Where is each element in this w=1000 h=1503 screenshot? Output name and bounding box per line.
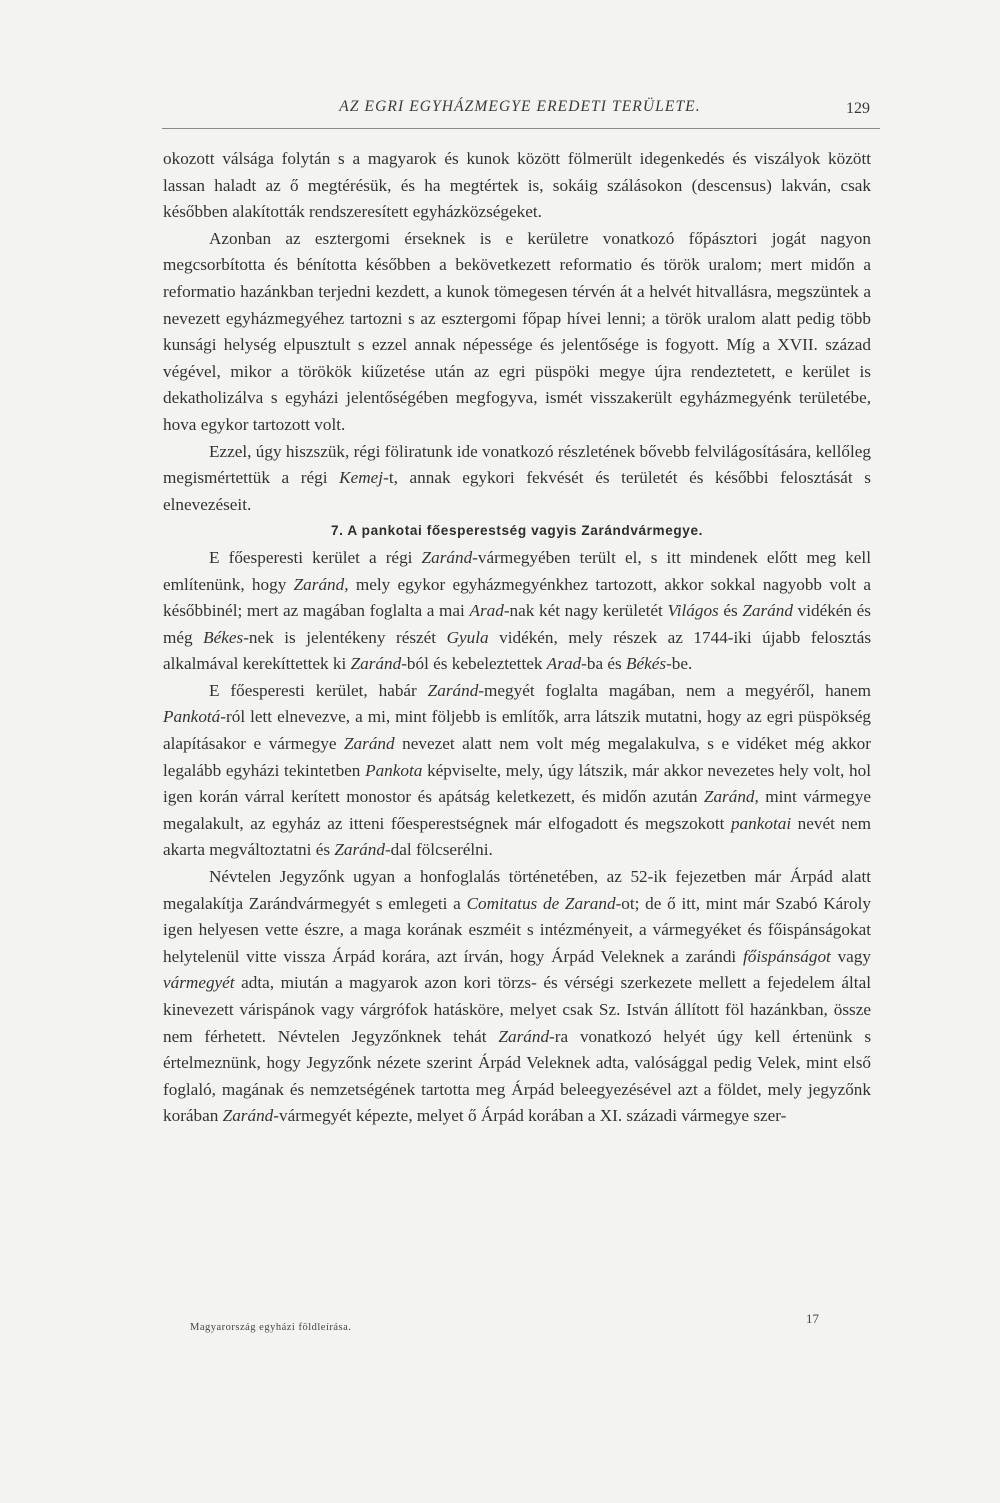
paragraph: okozott válsága folytán s a magyarok és kunok között fölmerült idegenkedés és viszályok között lassan haladt az ő megtérésük, és ha megtértek is, sokáig szálásokon (descensus) lakván, csak későbben alakították rendszeresített egyházközségeket. xyxy=(163,149,871,222)
footer-note: Magyarország egyházi földleírása. xyxy=(190,1322,352,1333)
italic-term: Pankota xyxy=(365,760,423,780)
italic-term: Comitatus de Zarand xyxy=(466,893,616,913)
italic-term: Zaránd xyxy=(334,840,385,860)
paragraph: Névtelen Jegyzőnk ugyan a honfoglalás történetében, az 52-ik fejezetben már Árpád alatt megalakítja Zarándvármegyét s emlegeti a Comitatus de Zarand-ot; de ő itt, mint már Szabó Károly igen helyesen vette észre, a maga korának eszméit s intézményeit, a vármegyéket és főispánságokat helytelenül vitte vissza Árpád korára, azt írván, hogy Árpád Veleknek a zarándi főispánságot vagy vármegyét adta, miután a magyarok azon kori törzs- és vérségi szerkezete mellett a fejedelem által kinevezett várispánok vagy várgrófok hatásköre, melyet csak Sz. István állított föl hazánkban, össze nem férhetett. Névtelen Jegyzőnknek tehát Zaránd-ra vonatkozó helyét úgy kell értenünk s értelmeznünk, hogy Jegyzőnk nézete szerint Árpád Veleknek adta, valósággal pedig Velek, mint első foglaló, magának és nemzetségének tartotta meg Árpád beleegyezésével azt a földet, mely jegyzőnk korában Zaránd-vármegyét képezte, melyet ő Árpád korában a XI. századi vármegye szer- xyxy=(163,867,872,1126)
running-head: AZ EGRI EGYHÁZMEGYE EREDETI TERÜLETE. xyxy=(339,98,701,115)
page-number: 129 xyxy=(846,100,870,117)
italic-term: Kemej xyxy=(339,468,384,488)
italic-term: pankotai xyxy=(730,813,792,833)
italic-term: Gyula xyxy=(446,627,489,647)
paragraph: E főesperesti kerület a régi Zaránd-vármegyében terült el, s itt mindenek előtt meg kell említenünk, hogy Zaránd, mely egykor egyházmegyénkhez tartozott, akkor sokkal nagyobb volt a későbbinél; mert az magában foglalta a mai Arad-nak két nagy kerületét Világos és Zaránd vidékén és még Békes-nek is jelentékeny részét Gyula vidékén, mely részek az 1744-iki újabb felosztás alkalmával kerekíttettek ki Zaránd-ból és kebeleztettek Arad-ba és Békés-be. xyxy=(163,547,872,674)
paragraph: Ezzel, úgy hiszszük, régi föliratunk ide vonatkozó részletének bővebb felvilágosítására, kellőleg megismértettük a régi Kemej-t, annak egykori fekvését és területét és későbbi felosztását s elnevezéseit. xyxy=(163,441,871,514)
italic-term: vármegyét xyxy=(163,973,235,993)
italic-term: Zaránd xyxy=(421,547,473,567)
italic-term: Zaránd xyxy=(222,1106,274,1126)
italic-term: Zaránd xyxy=(427,680,479,700)
italic-term: Világos xyxy=(667,601,719,621)
italic-term: Arad xyxy=(469,601,504,621)
header-rule xyxy=(162,128,880,129)
paragraph: E főesperesti kerület, habár Zaránd-megyét foglalta magában, nem a megyéről, hanem Pankotá-ról lett elnevezve, a mi, mint följebb is említők, arra látszik mutatni, hogy az egri püspökség alapításakor e vármegye Zaránd nevezet alatt nem volt még megalakulva, s e vidéket még akkor legalább egyházi tekintetben Pankota képviselte, mely, úgy látszik, már akkor nevezetes hely volt, hol igen korán várral kerített monostor és apátság keletkezett, és midőn azután Zaránd, mint vármegye megalakult, az egyház az itteni főesperestségnek már elfogadott és megszokott pankotai nevét nem akarta megváltoztatni és Zaránd-dal fölcserélni. xyxy=(163,680,872,860)
italic-term: Zaránd, xyxy=(703,787,759,807)
page-header xyxy=(160,98,880,126)
paragraph: Azonban az esztergomi érseknek is e kerületre vonatkozó főpásztori jogát nagyon megcsorbította és bénította későbben a bekövetkezett reformatio és török uralom; mert midőn a reformatio hazánkban terjedni kezdett, a kunok tömegesen térvén át a helvét hitvallásra, megszüntek a nevezett egyházmegyéhez tartozni s az esztergomi főpap hívei lenni; a török uralom alatt pedig több kunsági helység elpusztult s ezzel annak népessége és jelentősége is fogyott. Míg a XVII. század végével, mikor a törökök kiűzetése után az egri püspöki megye újra rendeztetett, e kerület is dekatholizálva s egyházi jelentőségében megfogyva, ismét visszakerült egyházmegyénk területébe, hova egykor tartozott volt. xyxy=(163,228,871,434)
italic-term: Zaránd xyxy=(343,734,395,754)
italic-term: Zaránd xyxy=(498,1026,550,1046)
section-heading: 7. A pankotai főesperestség vagyis Zarándvármegye. xyxy=(330,523,703,539)
signature-mark: 17 xyxy=(806,1311,819,1326)
body-text xyxy=(163,146,871,1130)
italic-term: Zaránd xyxy=(742,601,793,621)
italic-term: Zaránd xyxy=(350,654,402,674)
italic-term: főispánságot xyxy=(742,946,831,966)
italic-term: Békés xyxy=(625,654,667,674)
italic-term: Zaránd, xyxy=(293,574,349,594)
italic-term: Arad xyxy=(546,654,582,674)
italic-term: Békes xyxy=(203,627,244,647)
italic-term: Pankotá xyxy=(163,707,221,727)
